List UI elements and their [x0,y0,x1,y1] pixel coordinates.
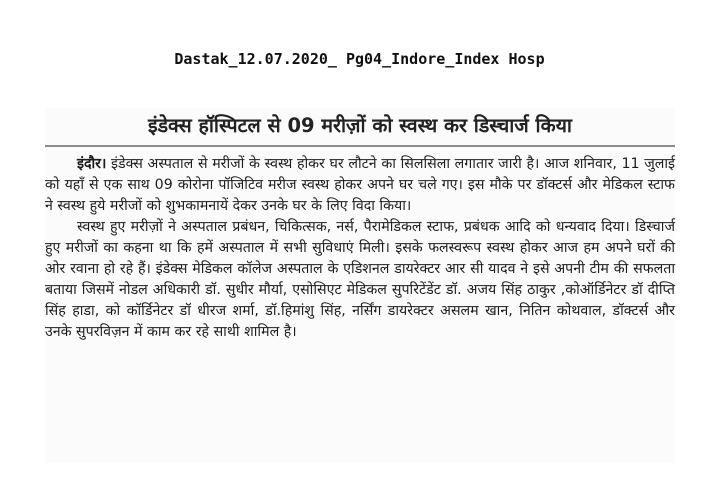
article-dateline: इंदौर। [77,156,107,172]
headline-divider [45,145,675,147]
article-headline: इंडेक्स हॉस्पिटल से 09 मरीज़ों को स्वस्थ कर डिस्चार्ज किया [148,114,572,137]
article-paragraph-1 [45,154,675,217]
paragraph-1-text: इंडेक्स अस्पताल से मरीजों के स्वस्थ होकर घर लौटने का सिलसिला लगातार जारी है। आज शनिवार, 11 जुलाई को यहाँ से एक साथ 09 कोरोना पॉजिटिव मरीज स्वस्थ होकर अपने घर चले गए। इस मौके पर डॉक्टर्स और मेडिकल स्टाफ ने स्वस्थ हुये मरीजों को शुभकामनायें देकर उनके घर के लिए विदा किया। [45,156,676,214]
article-body [45,154,675,343]
newspaper-clipping [45,108,675,463]
article-paragraph-2: स्वस्थ हुए मरीज़ों ने अस्पताल प्रबंधन, चिकित्सक, नर्स, पैरामेडिकल स्टाफ, प्रबंधक आदि को धन्यवाद दिया। डिस्चार्ज हुए मरीजों का कहना था कि हमें अस्पताल में सभी सुविधाएं मिली। इसके फलस्वरूप स्वस्थ होकर आज हम अपने घरों की ओर रवाना हो रहे हैं। इंडेक्स मेडिकल कॉलेज अस्पताल के एडिशनल डायरेक्टर आर सी यादव ने इसे अपनी टीम की सफलता बताया जिसमें नोडल अधिकारी डॉ. सुधीर मौर्या, एसोसिएट मेडिकल सुपरिटेंडेंट डॉ. अजय सिंह ठाकुर ,कोऑर्डिनेटर डॉ दीप्ति सिंह हाडा, को कॉर्डिनेटर डॉ धीरज शर्मा, डॉ.हिमांशु सिंह, नर्सिंग डायरेक्टर असलम खान, नितिन कोथवाल, डॉक्टर्स और उनके सुपरविज़न में काम कर रहे साथी शामिल है। [45,219,675,340]
clipping-caption: Dastak_12.07.2020_ Pg04_Indore_Index Hosp [174,50,545,68]
